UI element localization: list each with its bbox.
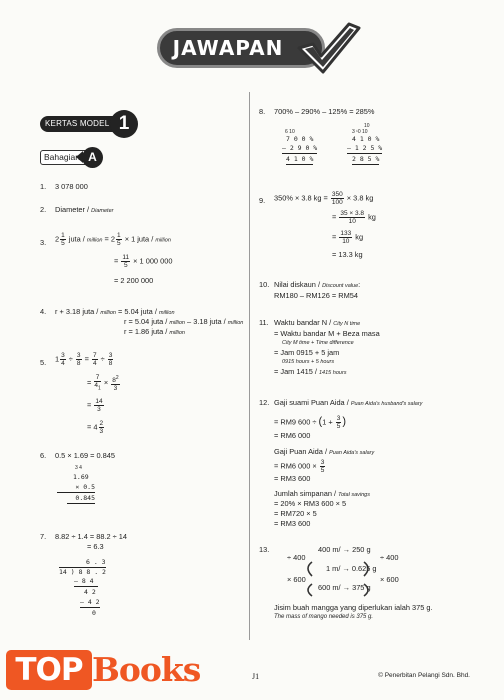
q2-number: 2. (40, 205, 47, 214)
q11-line-2: = Waktu bandar M + Beza masa (274, 329, 380, 338)
q8-b-row-2: – 1 2 5 % (347, 144, 383, 152)
q6-multiplicand: 1.69 (73, 473, 89, 481)
q2-text: Diameter / (55, 205, 92, 214)
q3-times-2: × 1 000 000 (131, 256, 173, 266)
q8-b-borrow-1: 10 (364, 123, 370, 129)
q13-conclusion-en: The mass of mango needed is 375 g. (274, 614, 374, 620)
q11-line-1: Waktu bandar N / City N time (274, 318, 361, 327)
q9-line-4: = 13.3 kg (332, 250, 363, 259)
q1-answer: 3 078 000 (55, 182, 88, 191)
q13-right-bottom: × 600 (380, 575, 399, 584)
q4-line-2: r = 5.04 juta / million – 3.18 juta / million (124, 317, 244, 326)
checkmark-icon (293, 18, 361, 76)
q11-line-6: = Jam 1415 / 1415 hours (274, 367, 347, 376)
q13-conclusion: Jisim buah mangga yang diperlukan ialah 375 g. (274, 603, 433, 612)
logo-books-text: Books (92, 650, 201, 689)
q3-unit-en: million (86, 237, 103, 244)
q12-line-10: = RM3 600 (274, 519, 311, 528)
q3-unit: juta / (66, 234, 87, 244)
q11-number: 11. (259, 318, 269, 327)
logo-top-text: TOP (6, 650, 92, 690)
q3-line-2 (114, 254, 172, 269)
q7-number: 7. (40, 532, 47, 541)
q12-number: 12. (259, 398, 270, 407)
q5-line-3: = $\frac{14}{3}$ (87, 398, 103, 413)
page-number: J1 (252, 672, 260, 681)
q7-subtract-1: – 8 4 (74, 577, 98, 587)
kertas-model-label: KERTAS MODEL (40, 116, 124, 132)
q3-line-1 (55, 232, 171, 247)
q11-line-5: 0915 hours + 5 hours (282, 359, 335, 365)
q8-a-borrow: 6 10 (285, 129, 295, 135)
q11-line-3: City M time + Time difference (282, 340, 354, 346)
q6-line-1: 0.5 × 1.69 = 0.845 (55, 451, 115, 460)
q12-line-9: = RM720 × 5 (274, 509, 317, 518)
q8-a-row-2: – 2 9 0 % (282, 144, 318, 152)
q12-line-3: = RM6 000 (274, 431, 311, 440)
q6-carry: 3 4 (75, 465, 82, 471)
q3-number: 3. (40, 238, 47, 247)
q8-b-row-3: 2 8 5 % (352, 155, 380, 163)
q5-line-4: = 4 $\frac{2}{3}$ (87, 420, 104, 435)
q3-eq-2: = (114, 256, 121, 266)
q12-line-5: = RM6 000 × $\frac{3}{5}$ (274, 459, 325, 474)
q12-line-6: = RM3 600 (274, 474, 311, 483)
q8-number: 8. (259, 107, 266, 116)
q13-row-1: 400 m/ → 250 g (318, 545, 371, 554)
q12-line-8: = 20% × RM3 600 × 5 (274, 499, 347, 508)
q13-row-2: 1 m/ → 0.625 g (326, 564, 377, 573)
q3-line-3: = 2 200 000 (114, 276, 154, 285)
q6-multiplier: × 0.5 (57, 483, 95, 493)
q12-line-7: Jumlah simpanan / Total savings (274, 489, 370, 498)
q2-english: Diameter (91, 208, 114, 214)
q8-b-row-1: 4 1 0 % (352, 135, 380, 143)
q9-line-1: 350% × 3.8 kg = $\frac{350}{100}$ × 3.8 kg (274, 191, 374, 206)
q11-line-4: = Jam 0915 + 5 jam (274, 348, 340, 357)
q5-number: 5. (40, 358, 47, 367)
q3-unit-en-2: million (155, 237, 171, 244)
q12-line-1: Gaji suami Puan Aida / Puan Aida's husband's salary (274, 398, 423, 407)
q9-line-2: = $\frac{35 \times 3.8}{10}$ kg (332, 210, 376, 225)
q8-line-1: 700% – 290% – 125% = 285% (274, 107, 375, 116)
q10-number: 10. (259, 280, 270, 289)
topbooks-logo (2, 646, 201, 696)
q3-eq: = 2 (102, 234, 116, 244)
q9-number: 9. (259, 196, 266, 205)
q12-line-2: = RM9 600 ÷ (1 + $\frac{3}{5}$ ) (274, 415, 347, 430)
q3-whole: 2 (55, 234, 60, 244)
q7-line-1: 8.82 ÷ 1.4 = 88.2 ÷ 14 (55, 532, 128, 541)
q3-fraction-2: $\frac{1}{5}$ (117, 232, 121, 247)
q13-right-top: ÷ 400 (380, 553, 399, 562)
q3-times: × 1 juta / (122, 234, 156, 244)
column-divider (249, 92, 250, 640)
q8-a-row-1: 7 0 0 % (286, 135, 314, 143)
bahagian-letter: A (82, 147, 103, 168)
q9-line-3: = $\frac{133}{10}$ kg (332, 230, 364, 245)
q6-product: 0.845 (67, 494, 95, 504)
q2-answer (55, 205, 113, 216)
q4-line-1: r + 3.18 juta / million = 5.04 juta / million (55, 307, 175, 316)
q3-fraction-1: $\frac{1}{5}$ (61, 232, 65, 247)
q4-number: 4. (40, 307, 47, 316)
q7-quotient: 6 . 3 (86, 558, 106, 566)
q6-number: 6. (40, 451, 47, 460)
q10-line-2: RM180 – RM126 = RM54 (274, 291, 359, 300)
q13-number: 13. (259, 545, 270, 554)
q13-left-top: ÷ 400 (287, 553, 306, 562)
q7-remainder-2: 0 (92, 609, 96, 617)
q5-line-1: 1 $\frac{3}{4}$ ÷ $\frac{3}{8}$ = $\frac{7}{4}$ ÷ $\frac{3}{8}$ (55, 352, 113, 367)
q8-b-borrow-2: 3 ¹0 10 (352, 129, 368, 135)
copyright: © Penerbitan Pelangi Sdn. Bhd. (378, 672, 470, 679)
q10-line-1: Nilai diskaun / Discount value: (274, 280, 361, 289)
page-title: JAWAPAN (172, 36, 284, 60)
q13-row-3: 600 m/ → 375 g (318, 583, 371, 592)
q7-division: 14 ) 8 8 . 2 (59, 568, 106, 576)
bahagian-label: Bahagian (40, 150, 90, 165)
q5-line-2: = $\frac{7}{4_1}$ × $\frac{8^2}{3}$ (87, 374, 119, 392)
q7-subtract-2: – 4 2 (80, 598, 100, 606)
q3-fraction-3: $\frac{11}{5}$ (122, 254, 130, 269)
q7-line-2: = 6.3 (87, 542, 104, 551)
q7-remainder-1: 4 2 (84, 588, 96, 596)
q1-number: 1. (40, 182, 47, 191)
q4-line-3: r = 1.86 juta / million (124, 327, 185, 336)
q12-line-4: Gaji Puan Aida / Puan Aida's salary (274, 447, 375, 456)
q8-a-row-3: 4 1 0 % (286, 155, 314, 163)
kertas-model-number: 1 (110, 110, 138, 138)
q13-left-bottom: × 600 (287, 575, 306, 584)
